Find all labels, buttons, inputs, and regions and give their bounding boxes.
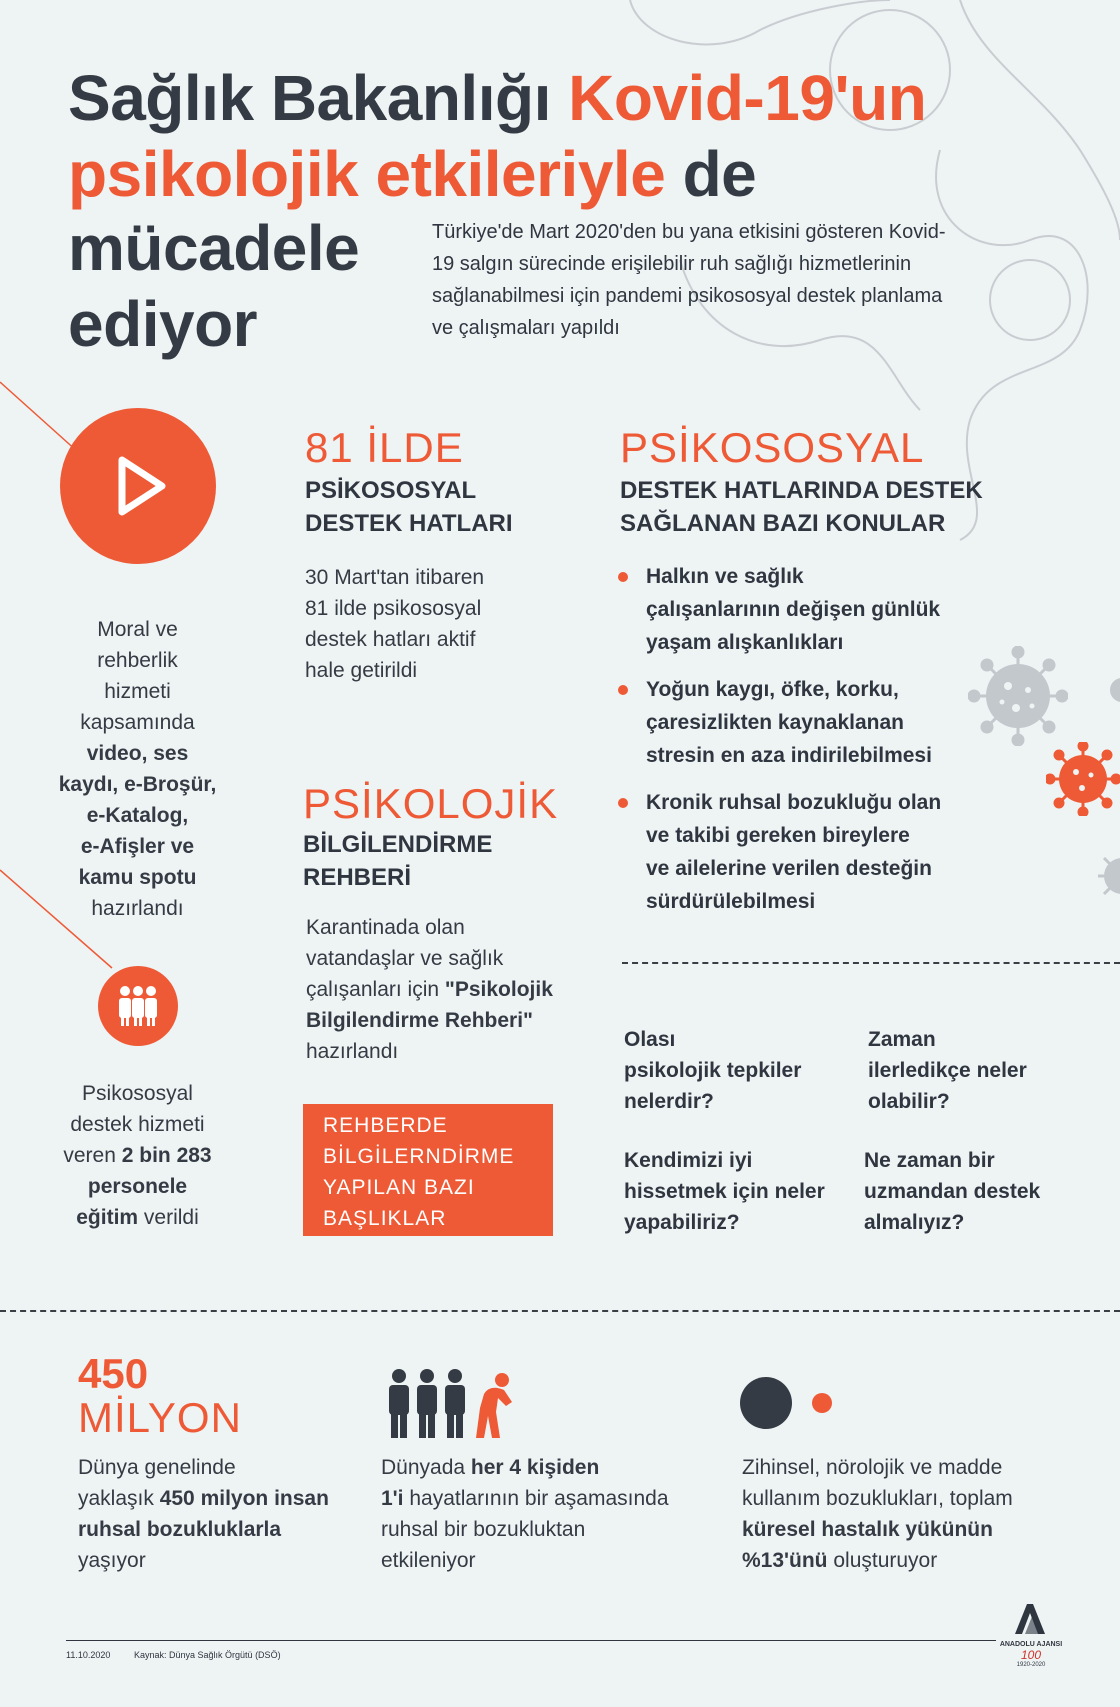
- text-line: e-Katalog,: [86, 804, 189, 827]
- text-line: yapabiliriz?: [624, 1211, 740, 1234]
- text-strong: 450 milyon insan: [159, 1487, 329, 1510]
- list-item: [618, 786, 998, 918]
- footer-date: 11.10.2020: [66, 1650, 111, 1660]
- text-line: [381, 1483, 711, 1514]
- text-line: vatandaşlar ve sağlık: [306, 947, 504, 970]
- stat-450-heading: [78, 1350, 242, 1442]
- text-line: ruhsal bir bozukluktan: [381, 1518, 586, 1541]
- text-line: Kronik ruhsal bozukluğu olan: [646, 791, 942, 814]
- text-line: 30 Mart'tan itibaren: [305, 566, 485, 589]
- text-line: destek hatları aktif: [305, 628, 476, 651]
- logo-mark-icon: [1011, 1600, 1051, 1636]
- text-line: destek hizmeti: [70, 1113, 205, 1136]
- footer-source: Kaynak: Dünya Sağlık Örgütü (DSÖ): [134, 1650, 281, 1660]
- page-title: [68, 62, 927, 134]
- virus-icon: [1096, 846, 1120, 906]
- subheading-line: SAĞLANAN BAZI KONULAR: [620, 510, 946, 537]
- question-4: [864, 1145, 1040, 1238]
- section-guide-body: [306, 912, 586, 1067]
- title-part: de: [665, 138, 757, 210]
- text-line: rehberlik: [97, 649, 178, 672]
- subheading-line: REHBERİ: [303, 864, 412, 891]
- divider: [622, 962, 1120, 964]
- moral-text: [20, 614, 255, 924]
- text-line: e-Afişler ve: [80, 835, 195, 858]
- text-strong: %13'ünü: [742, 1549, 828, 1572]
- subheading-line: DESTEK HATLARINDA DESTEK: [620, 477, 983, 504]
- text-line: nelerdir?: [624, 1090, 714, 1113]
- play-icon: [60, 408, 216, 564]
- anadolu-logo: [996, 1600, 1066, 1690]
- section-guide-subheading: [303, 828, 492, 894]
- text-strong: eğitim: [76, 1206, 139, 1229]
- section-81-subheading: [305, 474, 513, 540]
- box-line: REHBERDE: [323, 1114, 448, 1137]
- text-part: veren: [63, 1144, 122, 1167]
- list-item: [618, 673, 998, 772]
- question-2: [868, 1024, 1027, 1117]
- text-line: Bilgilendirme Rehberi": [306, 1009, 534, 1032]
- footer-rule: [66, 1640, 996, 1641]
- guide-topics-box: [303, 1104, 553, 1236]
- people-row-icon: [384, 1368, 532, 1440]
- text-line: [20, 1140, 255, 1171]
- text-part: çalışanları için: [306, 978, 445, 1001]
- subheading-line: PSİKOSOSYAL: [305, 477, 477, 504]
- stat-unit: MİLYON: [78, 1394, 242, 1441]
- question-3: [624, 1145, 825, 1238]
- text-part: verildi: [138, 1206, 199, 1229]
- box-line: YAPILAN BAZI: [323, 1176, 475, 1199]
- box-line: BİLGİLERNDİRME: [323, 1145, 515, 1168]
- logo-text: ANADOLU AJANSI: [999, 1641, 1063, 1648]
- text-line: sürdürülebilmesi: [646, 890, 816, 913]
- section-guide-heading: PSİKOLOJİK: [303, 780, 559, 827]
- text-part: hayatlarının bir aşamasında: [403, 1487, 669, 1510]
- text-line: çalışanlarının değişen günlük: [646, 598, 941, 621]
- section-81-heading: 81 İLDE: [305, 424, 464, 471]
- stat-450-text: [78, 1452, 378, 1576]
- text-part: Dünyada: [381, 1456, 471, 1479]
- text-line: [742, 1545, 1082, 1576]
- text-line: hizmeti: [104, 680, 171, 703]
- section-topics-heading: PSİKOSOSYAL: [620, 424, 925, 471]
- section-topics-subheading: [620, 474, 983, 540]
- text-line: [306, 974, 586, 1005]
- text-line: ve ailelerine verilen desteğin: [646, 857, 932, 880]
- text-line: ve takibi gereken bireylere: [646, 824, 910, 847]
- text-line: hazırlandı: [306, 1040, 399, 1063]
- text-line: yaşıyor: [78, 1549, 146, 1572]
- virus-icon: [1046, 742, 1120, 816]
- text-line: kapsamında: [80, 711, 195, 734]
- text-line: Zihinsel, nörolojik ve madde: [742, 1456, 1003, 1479]
- text-line: çaresizlikten kaynaklanan: [646, 711, 904, 734]
- text-part: yaklaşık: [78, 1487, 160, 1510]
- text-line: hale getirildi: [305, 659, 418, 682]
- text-line: Psikososyal: [82, 1082, 193, 1105]
- text-line: psikolojik tepkiler: [624, 1059, 802, 1082]
- topics-list: [618, 560, 998, 918]
- text-line: 81 ilde psikososyal: [305, 597, 482, 620]
- text-line: Halkın ve sağlık: [646, 565, 804, 588]
- stat-ratio-text: [381, 1452, 711, 1576]
- text-line: Yoğun kaygı, öfke, korku,: [646, 678, 899, 701]
- text-line: Olası: [624, 1028, 676, 1051]
- title-highlight: Kovid-19'un: [568, 62, 927, 134]
- text-line: [381, 1452, 711, 1483]
- title-highlight: psikolojik etkileriyle: [68, 138, 666, 210]
- logo-badge: 100: [1020, 1648, 1042, 1662]
- text-line: [78, 1483, 378, 1514]
- page-title-line2: [68, 138, 757, 210]
- text-line: etkileniyor: [381, 1549, 476, 1572]
- text-line: Kendimizi iyi: [624, 1149, 753, 1172]
- section-81-body: [305, 562, 555, 686]
- text-line: Dünya genelinde: [78, 1456, 236, 1479]
- stat-number: 450: [78, 1350, 149, 1397]
- text-line: Ne zaman bir: [864, 1149, 995, 1172]
- text-line: personele: [87, 1175, 188, 1198]
- page-title-line3: mücadele: [68, 212, 360, 284]
- text-line: hissetmek için neler: [624, 1180, 825, 1203]
- text-line: küresel hastalık yükünün: [742, 1518, 993, 1541]
- people-group-icon: [98, 966, 178, 1046]
- divider: [0, 1310, 1120, 1312]
- list-item: [618, 560, 998, 659]
- text-line: video, ses: [86, 742, 189, 765]
- text-line: stresin en aza indirilebilmesi: [646, 744, 932, 767]
- box-line: BAŞLIKLAR: [323, 1207, 447, 1230]
- text-line: Zaman: [868, 1028, 936, 1051]
- text-line: olabilir?: [868, 1090, 950, 1113]
- text-part: oluşturuyor: [827, 1549, 938, 1572]
- text-line: kullanım bozuklukları, toplam: [742, 1487, 1013, 1510]
- logo-years: 1920-2020: [1016, 1662, 1046, 1668]
- text-line: ruhsal bozukluklarla: [78, 1518, 282, 1541]
- virus-icon: [1106, 668, 1120, 712]
- virus-icon: [968, 646, 1068, 746]
- text-line: almalıyız?: [864, 1211, 965, 1234]
- text-strong: her 4 kişiden: [470, 1456, 600, 1479]
- stat-burden-text: [742, 1452, 1082, 1576]
- training-text: [20, 1078, 255, 1233]
- burden-ratio-icon: [740, 1376, 840, 1432]
- text-line: kamu spotu: [78, 866, 197, 889]
- text-line: ilerledikçe neler: [868, 1059, 1027, 1082]
- text-line: Karantinada olan: [306, 916, 465, 939]
- page-title-line4: ediyor: [68, 288, 258, 360]
- intro-text: Türkiye'de Mart 2020'den bu yana etkisini gösteren Kovid-19 salgın sürecinde erişilebilir ruh sağlığı hizmetlerinin sağlanabilmesi için pandemi psikososyal destek planlama ve çalışmaları yapıldı: [432, 221, 946, 339]
- text-line: uzmandan destek: [864, 1180, 1041, 1203]
- text-strong: "Psikolojik: [444, 978, 553, 1001]
- text-strong: 1'i: [381, 1487, 404, 1510]
- title-part: Sağlık Bakanlığı: [68, 62, 569, 134]
- text-line: kaydı, e-Broşür,: [58, 773, 217, 796]
- text-strong: 2 bin 283: [121, 1144, 212, 1167]
- question-1: [624, 1024, 801, 1117]
- subheading-line: DESTEK HATLARI: [305, 510, 513, 537]
- text-line: yaşam alışkanlıkları: [646, 631, 844, 654]
- text-line: hazırlandı: [91, 897, 184, 920]
- text-line: Moral ve: [97, 618, 178, 641]
- text-line: [20, 1202, 255, 1233]
- subheading-line: BİLGİLENDİRME: [303, 831, 493, 858]
